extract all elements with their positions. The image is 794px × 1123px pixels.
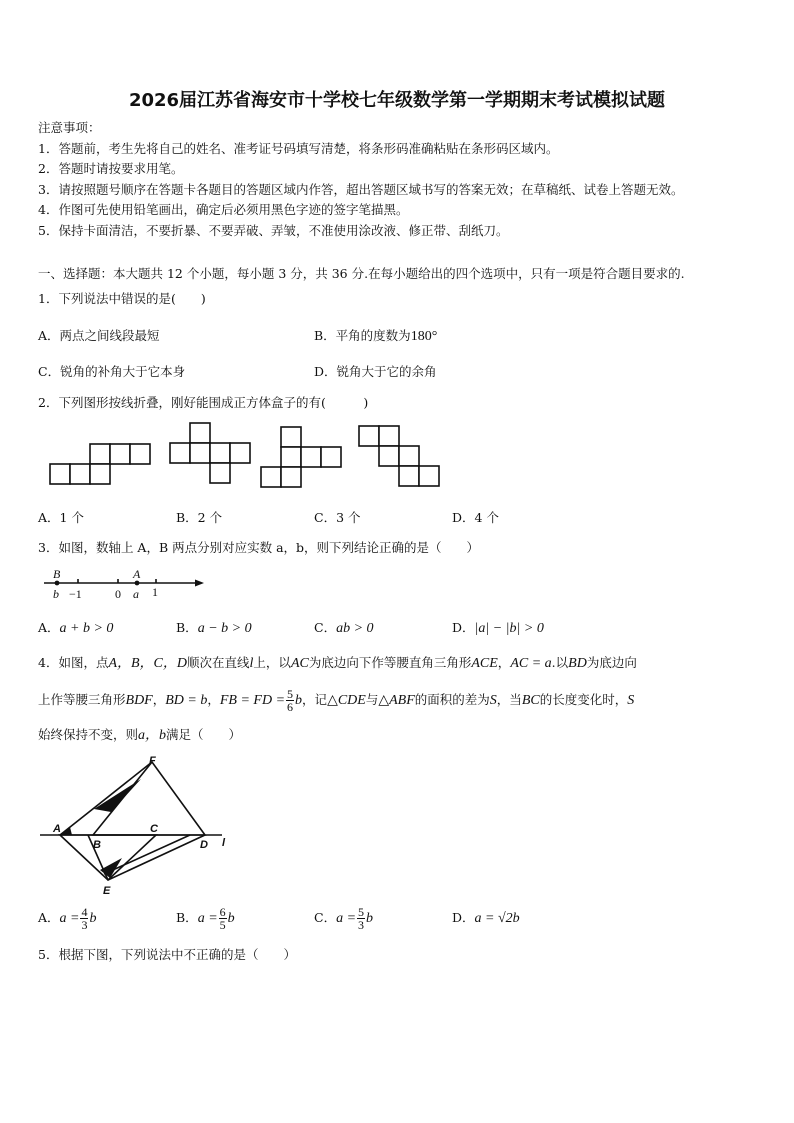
q3-option-c-math: ab > 0: [336, 621, 374, 636]
q4-text: 与: [365, 692, 379, 707]
q1-option-d: D．锐角大于它的余角: [314, 364, 437, 379]
shaded-region-f: [94, 779, 141, 812]
axis-label-minus-one: −1: [69, 587, 82, 601]
q4-option-a: [38, 906, 96, 931]
q2-option-c: C．3 个: [314, 510, 361, 525]
q4-option-c-label: C．: [314, 910, 337, 925]
notice-item-4: 4．作图可先使用铅笔画出，确定后必须用黑色字迹的签字笔描黑。: [38, 202, 409, 217]
notice-item-1: 1．答题前，考生先将自己的姓名、准考证号码填写清楚，将条形码准确粘贴在条形码区域内。: [38, 141, 559, 156]
q4-option-b-math: a =: [197, 911, 218, 926]
q4-text: 的面积的差为: [414, 692, 490, 707]
q4-option-d: [452, 906, 520, 931]
fig-label-l: l: [222, 837, 226, 849]
q4-math: A，B，C，D: [108, 656, 188, 671]
fraction-denominator: 5: [219, 918, 226, 932]
q4-math: b: [295, 693, 303, 708]
q1-option-a: A．两点之间线段最短: [38, 328, 160, 343]
q4-option-d-math: a = √2b: [474, 911, 520, 926]
fig-label-E: E: [103, 885, 111, 897]
q4-math: △ABF: [378, 693, 415, 708]
q4-text: .以: [551, 655, 569, 670]
q2-option-b: B．2 个: [176, 510, 223, 525]
q4-math: AC = a: [510, 656, 552, 671]
page-title: 2026届江苏省海安市十学校七年级数学第一学期期末考试模拟试题: [128, 90, 666, 111]
q4-text: ，: [497, 655, 511, 670]
notice-item-3: 3．请按照题号顺序在答题卡各题目的答题区域内作答，超出答题区域书写的答案无效；在草稿纸、试卷上答题无效。: [38, 182, 684, 197]
fig-label-F: F: [149, 755, 156, 767]
axis-label-B: B: [53, 567, 61, 581]
q2-option-a: A．1 个: [38, 510, 84, 525]
q1-option-b-text: B．平角的度数为: [314, 328, 411, 343]
triangle-bdf: [93, 762, 205, 835]
q4-option-a-var: b: [89, 911, 97, 926]
q4-option-a-label: A．: [38, 910, 60, 925]
fig-label-A: A: [53, 823, 61, 835]
q4-text: 顺次在直线: [187, 655, 250, 670]
q5-stem: 5．根据下图，下列说法中不正确的是（ ）: [38, 947, 296, 962]
q3-option-b-math: a − b > 0: [197, 621, 252, 636]
q4-math: BC: [521, 693, 540, 708]
shaded-region-a: [60, 827, 72, 835]
q4-text: 满足（ ）: [166, 727, 242, 742]
fraction-numerator: 4: [81, 905, 88, 919]
q4-math: BDF: [125, 693, 153, 708]
q4-option-c-var: b: [366, 911, 374, 926]
q4-text: ，: [207, 692, 220, 707]
q4-math: ACE: [471, 656, 498, 671]
q3-option-d-math: |a| − |b| > 0: [474, 621, 544, 636]
q1-option-b-math: 180°: [410, 329, 438, 344]
q4-math: FB = FD =: [219, 693, 286, 708]
section-heading: 一、选择题：本大题共 12 个小题，每小题 3 分，共 36 分.在每小题给出的四个选项中，只有一项是符合题目要求的.: [38, 266, 685, 281]
fig-label-C: C: [150, 823, 158, 835]
q4-text: 为底边向下作等腰直角三角形: [308, 655, 472, 670]
segment-af: [60, 762, 152, 835]
q3-option-a-label: A．: [38, 620, 60, 635]
notice-heading: 注意事项：: [38, 120, 101, 135]
q4-text: 为底边向: [586, 655, 637, 670]
q1-stem: 1．下列说法中错误的是( ): [38, 291, 206, 306]
q4-option-b-fraction: [219, 906, 227, 931]
q2-option-d: D．4 个: [452, 510, 499, 525]
q4-text: 始终保持不变，则: [38, 727, 139, 742]
q3-option-d-label: D．: [452, 620, 475, 635]
q4-math: l: [249, 656, 254, 671]
q1-option-c: C．锐角的补角大于它本身: [38, 364, 186, 379]
fig-label-B: B: [93, 839, 101, 851]
q4-math: BD: [568, 656, 587, 671]
axis-label-b: b: [53, 587, 59, 601]
q4-text: 上作等腰三角形: [38, 692, 126, 707]
fraction-denominator: 3: [358, 918, 365, 932]
q4-math: a，b: [138, 728, 167, 743]
axis-label-zero: 0: [115, 587, 121, 601]
segment-ed: [108, 835, 205, 880]
q4-math: AC: [290, 656, 309, 671]
q4-option-a-fraction: [80, 906, 88, 931]
q4-text: ，记: [302, 692, 328, 707]
q4-text: 的长度变化时，: [539, 692, 628, 707]
fraction-denominator: 3: [81, 918, 88, 932]
axis-label-one: 1: [152, 585, 158, 599]
q4-option-a-math: a =: [59, 911, 80, 926]
q4-option-b: [176, 906, 235, 931]
axis-label-a: a: [133, 587, 139, 601]
fig-label-D: D: [200, 839, 208, 851]
fraction-numerator: 5: [287, 687, 294, 701]
q4-option-c-fraction: [357, 906, 365, 931]
axis-label-A: A: [133, 567, 141, 581]
notice-item-5: 5．保持卡面清洁，不要折暴、不要弄破、弄皱，不准使用涂改液、修正带、刮纸刀。: [38, 223, 509, 238]
q4-option-b-var: b: [227, 911, 235, 926]
q4-math: S: [627, 693, 635, 708]
q4-option-d-label: D．: [452, 910, 475, 925]
q3-option-c-label: C．: [314, 620, 337, 635]
q4-text: 上，以: [253, 655, 291, 670]
q4-math: BD = b: [165, 693, 208, 708]
q3-option-a-math: a + b > 0: [59, 621, 114, 636]
fraction-numerator: 5: [358, 905, 365, 919]
q4-option-c-math: a =: [336, 911, 357, 926]
fraction-denominator: 6: [287, 700, 294, 714]
q3-stem: 3．如图，数轴上 A，B 两点分别对应实数 a，b，则下列结论正确的是（ ）: [38, 540, 480, 555]
q2-stem: 2．下列图形按线折叠，刚好能围成正方体盒子的有( ): [38, 395, 369, 410]
q3-option-b-label: B．: [176, 620, 198, 635]
q4-text: ，当: [496, 692, 522, 707]
notice-item-2: 2．答题时请按要求用笔。: [38, 161, 184, 176]
q4-text: 4．如图，点: [38, 655, 109, 670]
q4-math: S: [489, 693, 497, 708]
segment-inner: [104, 835, 190, 874]
q4-text: ，: [152, 692, 166, 707]
q4-math: △CDE: [327, 693, 366, 708]
q4-option-b-label: B．: [176, 910, 198, 925]
fraction-numerator: 6: [219, 905, 226, 919]
q4-option-c: [314, 906, 373, 931]
